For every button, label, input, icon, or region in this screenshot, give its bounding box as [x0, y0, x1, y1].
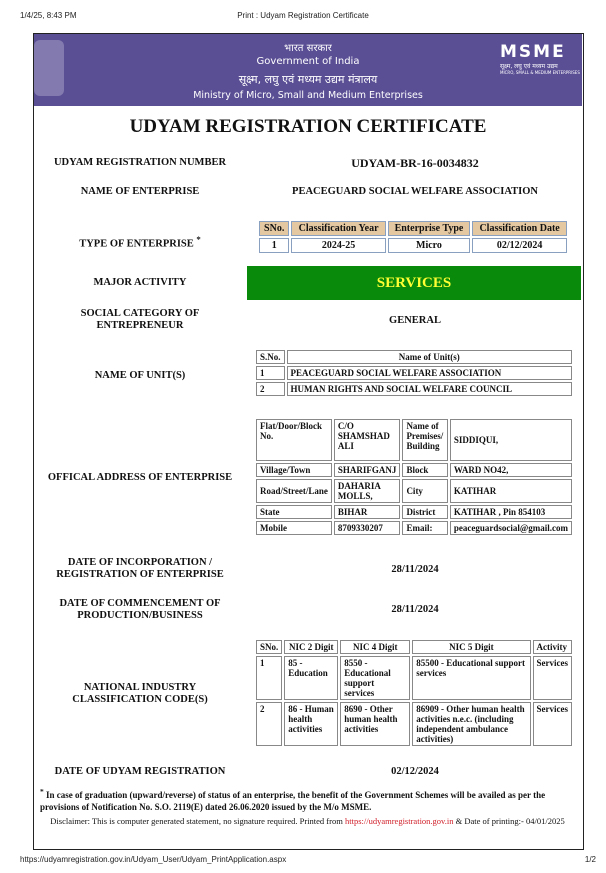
table-row: 1 PEACEGUARD SOCIAL WELFARE ASSOCIATION	[256, 366, 572, 380]
major-activity-label: MAJOR ACTIVITY	[93, 277, 187, 288]
udyam-date: 02/12/2024	[391, 766, 439, 777]
banner-hindi-ministry: सूक्ष्म, लघु एवं मध्यम उद्यम मंत्रालय	[238, 73, 378, 86]
reg-number: UDYAM-BR-16-0034832	[351, 156, 479, 170]
incorporation-label: DATE OF INCORPORATION / REGISTRATION OF ENTERPRISE	[56, 557, 224, 580]
ministry-banner	[34, 34, 582, 106]
print-page-number: 1/2	[584, 855, 596, 864]
footnote: * In case of graduation (upward/reverse) of status of an enterprise, the benefit of the Government Schemes will be availed as per the provisions of Notification No. S.O. 2119(E) dated 26.06.2020 issued by the M/o MSME.	[40, 787, 546, 812]
table-row: Road/Street/Lane DAHARIA MOLLS, City KATIHAR	[256, 479, 572, 503]
udyam-link[interactable]: https://udyamregistration.gov.in	[344, 816, 454, 826]
banner-ministry: Ministry of Micro, Small and Medium Enterprises	[193, 90, 423, 101]
enterprise-name-label: NAME OF ENTERPRISE	[80, 186, 200, 197]
table-row: 2 HUMAN RIGHTS AND SOCIAL WELFARE COUNCIL	[256, 382, 572, 396]
units-table: S.No. Name of Unit(s) 1 PEACEGUARD SOCIAL WELFARE ASSOCIATION 2 HUMAN RIGHTS AND SOCIAL WELFARE COUNCIL	[254, 348, 574, 398]
major-activity: SERVICES	[247, 266, 581, 300]
banner-hindi-gov: भारत सरकार	[284, 43, 332, 54]
certificate-title: UDYAM REGISTRATION CERTIFICATE	[129, 116, 487, 137]
commencement-label: DATE OF COMMENCEMENT OF PRODUCTION/BUSINESS	[59, 598, 221, 621]
type-table: SNo. Classification Year Enterprise Type Classification Date 1 2024-25 Micro 02/12/2024	[257, 219, 569, 255]
print-page-title: Print : Udyam Registration Certificate	[237, 11, 369, 20]
msme-logo: MSME सूक्ष्म, लघु एवं मध्यम उद्यम MICRO, SMALL & MEDIUM ENTERPRISES	[500, 42, 580, 75]
social-category: GENERAL	[389, 315, 441, 326]
address-label: OFFICAL ADDRESS OF ENTERPRISE	[47, 472, 233, 483]
udyam-date-label: DATE OF UDYAM REGISTRATION	[54, 766, 226, 777]
table-row: Mobile 8709330207 Email: peaceguardsocial@gmail.com	[256, 521, 572, 535]
table-row: 1 85 - Education 8550 - Educational support services 85500 - Educational support services Services	[256, 656, 572, 700]
reg-number-label: UDYAM REGISTRATION NUMBER	[53, 157, 227, 168]
table-row: 2 86 - Human health activities 8690 - Other human health activities 86909 - Other human health activities n.e.c. (including independent ambulance activities) Services	[256, 702, 572, 746]
disclaimer: Disclaimer: This is computer generated statement, no signature required. Printed from https://udyamregistration.gov.in & Date of printing:- 04/01/2025	[50, 816, 565, 826]
print-url: https://udyamregistration.gov.in/Udyam_User/Udyam_PrintApplication.aspx	[20, 855, 287, 864]
banner-gov: Government of India	[256, 56, 360, 67]
commencement-date: 28/11/2024	[391, 604, 439, 615]
enterprise-name: PEACEGUARD SOCIAL WELFARE ASSOCIATION	[292, 186, 538, 197]
table-row: Flat/Door/Block No. C/O SHAMSHAD ALI Name of Premises/ Building SIDDIQUI,	[256, 419, 572, 461]
print-datetime: 1/4/25, 8:43 PM	[20, 11, 77, 20]
address-table	[254, 417, 574, 537]
table-row: 1 2024-25 Micro 02/12/2024	[259, 238, 567, 253]
social-category-label: SOCIAL CATEGORY OF ENTREPRENEUR	[80, 308, 200, 331]
nic-label: NATIONAL INDUSTRY CLASSIFICATION CODE(S)	[72, 682, 208, 705]
type-label: TYPE OF ENTERPRISE *	[79, 234, 201, 250]
table-row: State BIHAR District KATIHAR , Pin 854103	[256, 505, 572, 519]
incorporation-date: 28/11/2024	[391, 564, 439, 575]
units-label: NAME OF UNIT(S)	[94, 370, 186, 381]
nic-table: SNo. NIC 2 Digit NIC 4 Digit NIC 5 Digit Activity 1 85 - Education 8550 - Educational support services 85500 - Educational support services Services 2 86 - Human health activities 8690 - Other human health activities 86909 - Other human health activities n.e.c. (including independent ambulance activities) Services	[254, 638, 574, 748]
table-row: Village/Town SHARIFGANJ Block WARD NO42,	[256, 463, 572, 477]
